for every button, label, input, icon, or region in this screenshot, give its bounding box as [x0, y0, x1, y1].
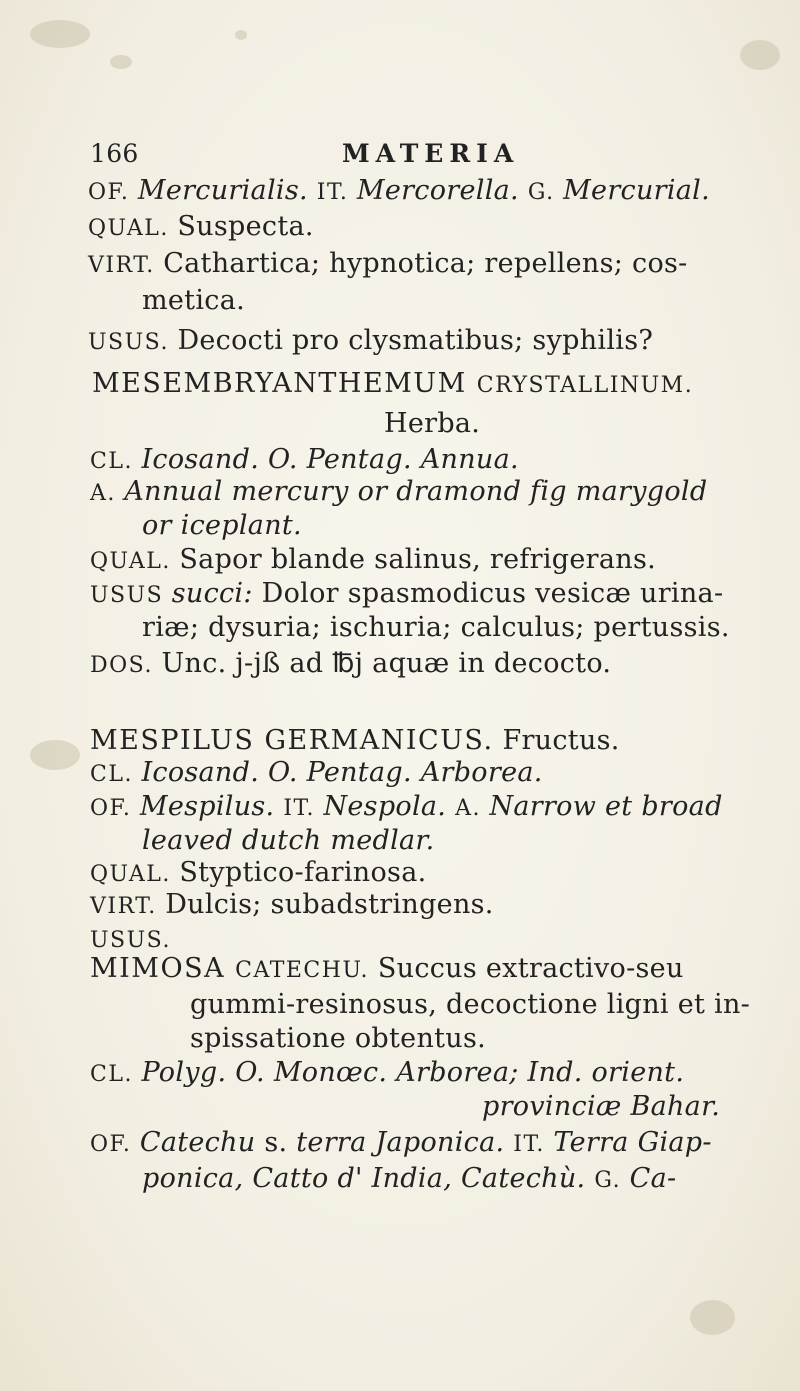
- text-segment: USUS: [90, 583, 172, 608]
- text-line: [90, 1127, 712, 1161]
- text-segment: s.: [264, 1127, 297, 1158]
- text-segment: Dolor spasmodicus vesicæ urinа-: [261, 578, 724, 609]
- text-line: [142, 510, 302, 542]
- text-segment: Fructus.: [502, 725, 620, 756]
- text-line: [190, 1023, 486, 1055]
- text-segment: Cathartica; hypnotica; repellens; cos-: [163, 248, 688, 279]
- text-line: [90, 544, 656, 578]
- text-segment: IT.: [513, 1132, 554, 1157]
- text-line: [142, 612, 730, 644]
- text-segment: Succus extractivo-seu: [368, 953, 684, 984]
- text-segment: succi:: [171, 578, 262, 609]
- text-segment: Decocti pro clysmatibus; syphilis?: [177, 325, 654, 356]
- text-segment: Mespilus.: [139, 791, 284, 822]
- text-line: [90, 923, 171, 957]
- text-segment: gummi-resinosus, decoctione ligni et in-: [190, 989, 751, 1020]
- text-segment: A.: [90, 481, 125, 506]
- text-line: [90, 578, 723, 612]
- text-segment: A.: [455, 796, 490, 821]
- text-segment: OF.: [90, 1132, 140, 1157]
- text-segment: IT.: [283, 796, 324, 821]
- text-segment: CL.: [90, 1062, 142, 1087]
- text-line: [90, 857, 426, 891]
- text-segment: or iceplant.: [142, 510, 302, 541]
- text-line: [90, 953, 684, 987]
- paper-stain: [235, 30, 247, 40]
- text-segment: Mercurial.: [563, 175, 710, 206]
- text-segment: MIMOSA: [90, 953, 236, 984]
- text-segment: G.: [527, 180, 564, 205]
- text-segment: USUS.: [88, 330, 178, 355]
- text-line: [90, 725, 620, 757]
- text-line: [482, 1091, 720, 1123]
- text-segment: metica.: [142, 285, 245, 316]
- text-segment: CATECHU.: [235, 958, 369, 983]
- text-line: [88, 211, 314, 245]
- text-segment: [412, 444, 421, 475]
- text-segment: leaved dutch medlar.: [142, 825, 435, 856]
- text-line: [88, 325, 653, 359]
- text-segment: [412, 757, 421, 788]
- text-segment: Nespola.: [323, 791, 456, 822]
- text-segment: Catechu: [139, 1127, 265, 1158]
- text-line: [384, 408, 480, 440]
- text-segment: VIRT.: [88, 253, 164, 278]
- text-segment: IT.: [316, 180, 357, 205]
- text-line: [90, 444, 519, 478]
- paper-stain: [30, 740, 80, 770]
- text-segment: Herba.: [384, 408, 481, 439]
- text-line: [92, 368, 693, 402]
- paper-stain: [740, 40, 780, 70]
- text-segment: MESPILUS GERMANICUS.: [90, 725, 494, 756]
- text-segment: Sapor blande salinus, refrigerans.: [179, 544, 656, 575]
- text-line: [90, 1057, 684, 1091]
- text-segment: Arborea.: [420, 757, 543, 788]
- text-segment: G.: [594, 1168, 630, 1193]
- text-segment: QUAL.: [88, 216, 178, 241]
- text-segment: CRYSTALLINUM.: [476, 373, 694, 398]
- text-segment: Polyg. O. Monœc.: [141, 1057, 388, 1088]
- text-segment: Annua.: [420, 444, 519, 475]
- text-segment: DOS.: [90, 653, 162, 678]
- text-segment: Dulcis; subadstringens.: [165, 889, 494, 920]
- paper-stain: [110, 55, 132, 69]
- text-segment: provinciæ Bahar.: [482, 1091, 721, 1122]
- text-line: [90, 757, 543, 791]
- text-segment: terra Japonica.: [296, 1127, 514, 1158]
- text-line: [90, 648, 611, 682]
- text-segment: OF.: [90, 796, 140, 821]
- page-number: 166: [90, 139, 139, 168]
- running-title: MATERIA: [342, 139, 520, 168]
- text-segment: VIRT.: [90, 894, 166, 919]
- text-segment: Mercorella.: [356, 175, 528, 206]
- text-segment: CL.: [90, 762, 142, 787]
- text-segment: riæ; dysuria; ischuria; calculus; pertussis.: [142, 612, 730, 643]
- text-segment: ponica, Catto d' India, Catechù.: [142, 1163, 595, 1194]
- text-line: [90, 791, 723, 825]
- text-line: [142, 1163, 676, 1197]
- text-segment: Mercurialis.: [137, 175, 317, 206]
- paper-stain: [690, 1300, 735, 1335]
- text-segment: CL.: [90, 449, 142, 474]
- text-line: [190, 989, 750, 1021]
- text-segment: Terra Giap-: [553, 1127, 712, 1158]
- text-segment: Suspecta.: [177, 211, 314, 242]
- text-segment: Styptico-farinosa.: [179, 857, 427, 888]
- text-segment: Annual mercury or dramond fig marygold: [124, 476, 708, 507]
- text-segment: Icosand. O. Pentag.: [141, 444, 412, 475]
- text-segment: Unc. j-jß ad ℔j aquæ in decocto.: [161, 648, 612, 679]
- text-line: [88, 248, 688, 282]
- text-line: [90, 889, 494, 923]
- text-line: [88, 175, 710, 209]
- text-segment: Icosand. O. Pentag.: [141, 757, 412, 788]
- paper-stain: [30, 20, 90, 48]
- text-segment: QUAL.: [90, 549, 180, 574]
- text-segment: OF.: [88, 180, 138, 205]
- text-segment: Arborea; Ind. orient.: [387, 1057, 685, 1088]
- text-segment: spissatione obtentus.: [190, 1023, 487, 1054]
- text-segment: USUS.: [90, 928, 171, 953]
- text-segment: Ca-: [629, 1163, 677, 1194]
- text-line: [142, 285, 245, 317]
- text-line: [142, 825, 435, 857]
- text-line: [90, 476, 707, 510]
- text-segment: QUAL.: [90, 862, 180, 887]
- text-segment: Narrow et broad: [489, 791, 723, 822]
- text-segment: MESEMBRYANTHEMUM: [92, 368, 477, 399]
